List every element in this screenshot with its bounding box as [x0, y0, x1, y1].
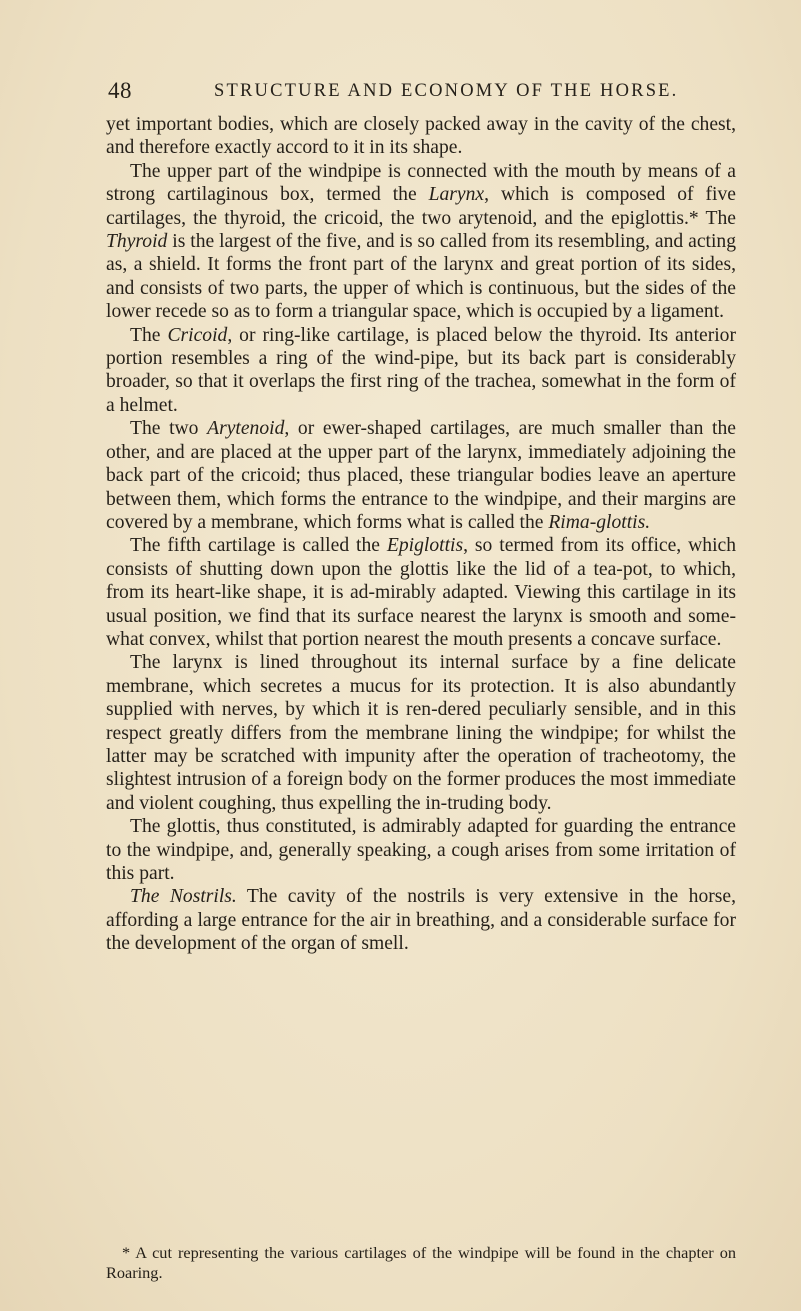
paragraph — [106, 651, 736, 815]
paragraph — [106, 324, 736, 418]
italic-term: Arytenoid — [207, 418, 285, 440]
page-header — [108, 78, 748, 108]
italic-term: The Nostrils. — [130, 886, 237, 908]
text-run: is the largest of the five, and is so called from its resembling, and acting as, a shield. It forms the front part of the larynx and great portion of its sides, and consists of two parts, the upper of which is continuous, but the sides of the lower recede so as to form a triangular space, which is occupied by a ligament. — [106, 231, 736, 323]
text-run: The two — [130, 418, 208, 440]
paragraph — [106, 417, 736, 534]
text-run: The fifth cartilage is called the — [130, 535, 387, 557]
paragraph — [106, 160, 736, 324]
page-number: 48 — [108, 78, 132, 103]
body-text — [106, 113, 736, 956]
text-run: , which is composed of five cartilages, the thyroid, the cricoid, the two arytenoid, and the epiglottis.* The — [106, 184, 736, 229]
italic-term: Epiglottis — [386, 535, 464, 557]
text-run: , so termed from its office, which consists of shutting down upon the glottis like the lid of a tea-pot, to which, from its heart-like shape, it is ad-mirably adapted. Viewing this cartilage in its usual position, we find that its surface nearest the larynx is smooth and some-what convex, whilst that portion nearest the mouth presents a concave surface. — [106, 535, 737, 650]
paragraph — [106, 815, 736, 885]
text-run: The glottis, thus constituted, is admirably adapted for guarding the entrance to the windpipe, and, generally speaking, a cough arises from some irritation of this part. — [106, 816, 736, 884]
text-run: The — [130, 324, 168, 346]
text-run: The larynx is lined throughout its internal surface by a fine delicate membrane, which secretes a mucus for its protection. It is also abundantly supplied with nerves, by which it is ren-dered peculiarly sensible, and in this respect greatly differs from the membrane lining the windpipe; for whilst the latter may be scratched with impunity after the operation of tracheotomy, the slightest intrusion of a foreign body on the former produces the most immediate and violent coughing, thus expelling the in-truding body. — [106, 652, 736, 814]
footnote-text: * A cut representing the various cartilages of the windpipe will be found in the chapter on Roaring. — [106, 1243, 736, 1282]
running-title: STRUCTURE AND ECONOMY OF THE HORSE. — [214, 81, 679, 101]
text-run: The cavity of the nostrils is very extensive in the horse, affording a large entrance for the air in breathing, and a considerable surface for the development of the organ of smell. — [106, 886, 737, 955]
text-run: yet important bodies, which are closely packed away in the cavity of the chest, and therefore exactly accord to it in its shape. — [106, 114, 736, 159]
paragraph — [106, 885, 736, 955]
italic-term: Thyroid — [106, 231, 168, 253]
text-run: The upper part of the windpipe is connected with the mouth by means of a strong cartilaginous box, termed the — [106, 160, 736, 206]
paragraph — [106, 113, 736, 160]
italic-term: Cricoid — [167, 324, 228, 346]
text-run: , or ring-like cartilage, is placed below the thyroid. Its anterior portion resembles a ring of the wind-pipe, but its back part is considerably broader, so that it overlaps the first ring of the trachea, somewhat in the form of a helmet. — [106, 324, 736, 416]
paragraph — [106, 534, 736, 651]
footnote — [106, 1243, 736, 1283]
italic-term: Larynx — [428, 184, 485, 206]
text-run: , or ewer-shaped cartilages, are much smaller than the other, and are placed at the upper part of the larynx, immediately adjoining the back part of the cricoid; thus placed, these triangular bodies leave an aperture between them, which forms the entrance to the windpipe, and their margins are covered by a membrane, which forms what is called the — [106, 418, 736, 533]
italic-term: Rima-glottis. — [548, 511, 651, 533]
